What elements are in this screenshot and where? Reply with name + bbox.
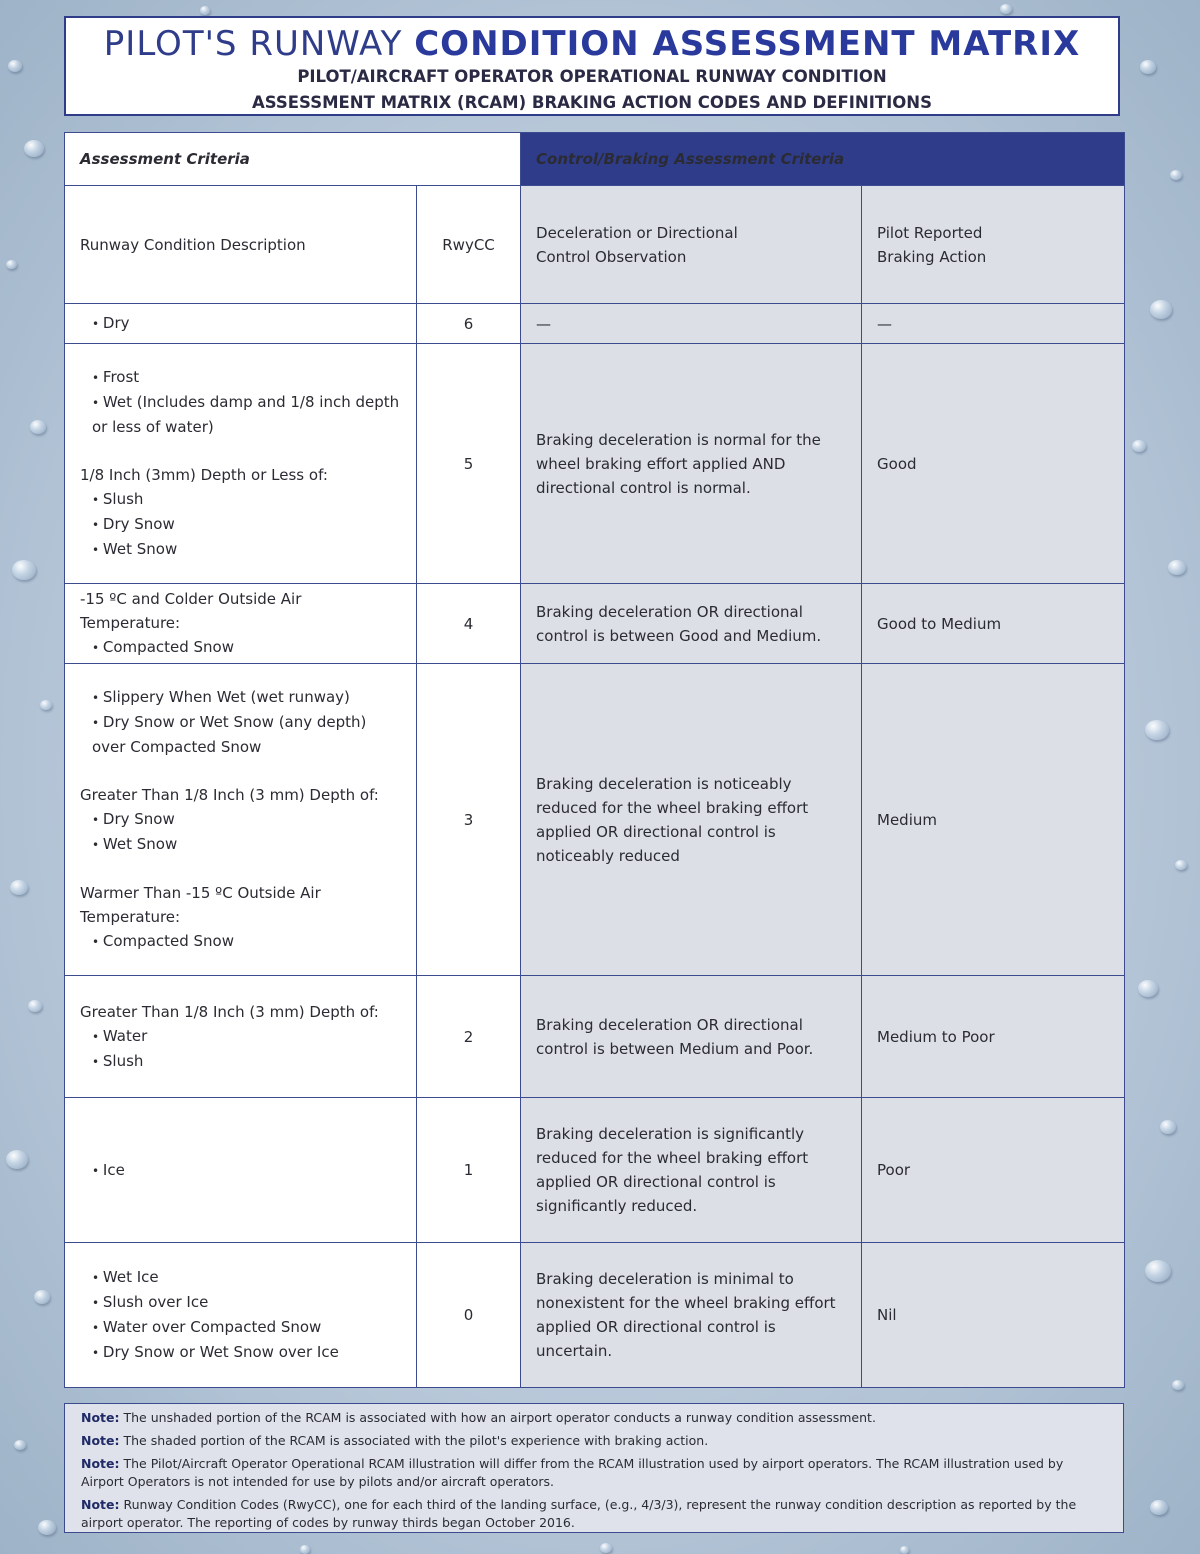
water-drop	[1150, 300, 1172, 319]
condition-bullet: • Slush over Ice	[80, 1290, 401, 1315]
runway-condition-description	[65, 976, 417, 1098]
runway-condition-description	[65, 1243, 417, 1388]
runway-condition-description	[65, 664, 417, 976]
title-bold: CONDITION ASSESSMENT MATRIX	[414, 24, 1081, 64]
condition-heading: 1/8 Inch (3mm) Depth or Less of:	[80, 466, 328, 484]
note-text: The unshaded portion of the RCAM is associated with how an airport operator conducts a runway condition assessment.	[123, 1410, 876, 1425]
condition-bullet: • Compacted Snow	[80, 929, 401, 954]
rcam-row	[65, 664, 1125, 976]
condition-bullet: • Water	[80, 1024, 401, 1049]
condition-heading	[80, 759, 401, 783]
condition-bullet: • Slippery When Wet (wet runway)	[80, 685, 401, 710]
condition-heading: Warmer Than -15 ºC Outside Air Temperature:	[80, 884, 321, 926]
note-label: Note:	[81, 1410, 120, 1425]
runway-condition-description	[65, 304, 417, 344]
rwycc-code: 1	[417, 1098, 521, 1243]
page-title	[66, 24, 1118, 64]
condition-bullet: • Frost	[80, 365, 401, 390]
section-assessment-criteria: Assessment Criteria	[65, 133, 521, 186]
condition-bullet: • Dry Snow or Wet Snow (any depth) over Compacted Snow	[80, 710, 401, 759]
braking-action: —	[862, 304, 1125, 344]
note-label: Note:	[81, 1497, 120, 1512]
note	[81, 1409, 1107, 1427]
col-header-braking-action	[862, 186, 1125, 304]
control-observation: Braking deceleration OR directional control is between Medium and Poor.	[521, 976, 862, 1098]
section-control-braking-criteria: Control/Braking Assessment Criteria	[521, 133, 1125, 186]
condition-bullet: • Wet Snow	[80, 832, 401, 857]
water-drop	[1175, 860, 1187, 870]
water-drop	[1160, 1120, 1176, 1134]
water-drop	[1145, 1260, 1171, 1282]
braking-action: Medium to Poor	[862, 976, 1125, 1098]
col-header-action-line2: Braking Action	[877, 247, 987, 266]
runway-condition-description	[65, 584, 417, 664]
water-drop	[1000, 4, 1012, 14]
rcam-row	[65, 976, 1125, 1098]
rwycc-code: 3	[417, 664, 521, 976]
note-label: Note:	[81, 1456, 120, 1471]
braking-action: Nil	[862, 1243, 1125, 1388]
note-text: Runway Condition Codes (RwyCC), one for each third of the landing surface, (e.g., 4/3/3), represent the runway condition description as reported by the airport operator. The reporting of codes by runway thirds began October 2016.	[81, 1497, 1077, 1530]
condition-bullet: • Ice	[80, 1158, 401, 1183]
braking-action: Poor	[862, 1098, 1125, 1243]
water-drop	[900, 1546, 909, 1554]
water-drop	[30, 420, 46, 434]
condition-bullet: • Wet Ice	[80, 1265, 401, 1290]
rwycc-code: 6	[417, 304, 521, 344]
rwycc-code: 5	[417, 344, 521, 584]
braking-action: Medium	[862, 664, 1125, 976]
control-observation: Braking deceleration is normal for the wheel braking effort applied AND directional control is normal.	[521, 344, 862, 584]
title-banner	[64, 16, 1120, 116]
rwycc-code: 2	[417, 976, 521, 1098]
note	[81, 1496, 1107, 1532]
col-header-observation-line1: Deceleration or Directional	[536, 223, 738, 242]
note-label: Note:	[81, 1433, 120, 1448]
water-drop	[1170, 170, 1182, 180]
water-drop	[1168, 560, 1186, 575]
control-observation: Braking deceleration is significantly reduced for the wheel braking effort applied OR directional control is significantly reduced.	[521, 1098, 862, 1243]
control-observation: Braking deceleration OR directional control is between Good and Medium.	[521, 584, 862, 664]
water-drop	[6, 260, 17, 269]
condition-bullet: • Dry Snow	[80, 807, 401, 832]
control-observation: Braking deceleration is minimal to nonexistent for the wheel braking effort applied OR directional control is uncertain.	[521, 1243, 862, 1388]
subtitle-line1: PILOT/AIRCRAFT OPERATOR OPERATIONAL RUNWAY CONDITION	[297, 67, 887, 86]
note-text: The Pilot/Aircraft Operator Operational RCAM illustration will differ from the RCAM illustration used by airport operators. The RCAM illustration used by Airport Operators is not intended for use by pilots and/or aircraft operators.	[81, 1456, 1064, 1489]
rwycc-code: 4	[417, 584, 521, 664]
rcam-table	[64, 132, 1125, 1388]
water-drop	[1150, 1500, 1168, 1515]
braking-action: Good to Medium	[862, 584, 1125, 664]
water-drop	[200, 6, 210, 15]
condition-bullet: • Wet (Includes damp and 1/8 inch depth or less of water)	[80, 390, 401, 439]
rcam-row	[65, 1243, 1125, 1388]
runway-condition-description	[65, 344, 417, 584]
subtitle-line2: ASSESSMENT MATRIX (RCAM) BRAKING ACTION CODES AND DEFINITIONS	[251, 93, 932, 112]
water-drop	[10, 880, 28, 895]
rcam-row	[65, 304, 1125, 344]
note	[81, 1432, 1107, 1450]
condition-bullet: • Dry Snow or Wet Snow over Ice	[80, 1340, 401, 1365]
condition-heading: Greater Than 1/8 Inch (3 mm) Depth of:	[80, 786, 379, 804]
water-drop	[600, 1543, 612, 1553]
col-header-description: Runway Condition Description	[65, 186, 417, 304]
water-drop	[1138, 980, 1158, 997]
condition-bullet: • Dry Snow	[80, 512, 401, 537]
col-header-rwycc: RwyCC	[417, 186, 521, 304]
condition-bullet: • Water over Compacted Snow	[80, 1315, 401, 1340]
water-drop	[38, 1520, 56, 1535]
rwycc-code: 0	[417, 1243, 521, 1388]
condition-heading	[80, 439, 401, 463]
note-text: The shaded portion of the RCAM is associated with the pilot's experience with braking action.	[123, 1433, 709, 1448]
water-drop	[1140, 60, 1156, 74]
note	[81, 1455, 1107, 1491]
control-observation: Braking deceleration is noticeably reduced for the wheel braking effort applied OR directional control is noticeably reduced	[521, 664, 862, 976]
runway-condition-description	[65, 1098, 417, 1243]
condition-heading	[80, 857, 401, 881]
condition-bullet: • Dry	[80, 311, 401, 336]
water-drop	[14, 1440, 26, 1450]
rcam-row	[65, 344, 1125, 584]
title-light: PILOT'S RUNWAY	[103, 24, 415, 64]
water-drop	[1172, 1380, 1184, 1390]
condition-bullet: • Slush	[80, 487, 401, 512]
condition-bullet: • Compacted Snow	[80, 635, 401, 660]
control-observation: —	[521, 304, 862, 344]
notes-box	[64, 1403, 1124, 1533]
water-drop	[24, 140, 44, 157]
water-drop	[8, 60, 22, 72]
col-header-action-line1: Pilot Reported	[877, 223, 983, 242]
col-header-observation	[521, 186, 862, 304]
condition-bullet: • Wet Snow	[80, 537, 401, 562]
braking-action: Good	[862, 344, 1125, 584]
water-drop	[6, 1150, 28, 1169]
water-drop	[40, 700, 52, 710]
water-drop	[12, 560, 36, 580]
water-drop	[1145, 720, 1169, 740]
section-header-row	[65, 133, 1125, 186]
rcam-row	[65, 584, 1125, 664]
rcam-row	[65, 1098, 1125, 1243]
condition-heading: -15 ºC and Colder Outside Air Temperature:	[80, 590, 302, 632]
col-header-observation-line2: Control Observation	[536, 247, 687, 266]
condition-heading: Greater Than 1/8 Inch (3 mm) Depth of:	[80, 1002, 379, 1021]
water-drop	[1132, 440, 1146, 452]
water-drop	[34, 1290, 50, 1304]
water-drop	[28, 1000, 42, 1012]
column-header-row	[65, 186, 1125, 304]
condition-bullet: • Slush	[80, 1049, 401, 1074]
water-drop	[300, 1545, 310, 1554]
